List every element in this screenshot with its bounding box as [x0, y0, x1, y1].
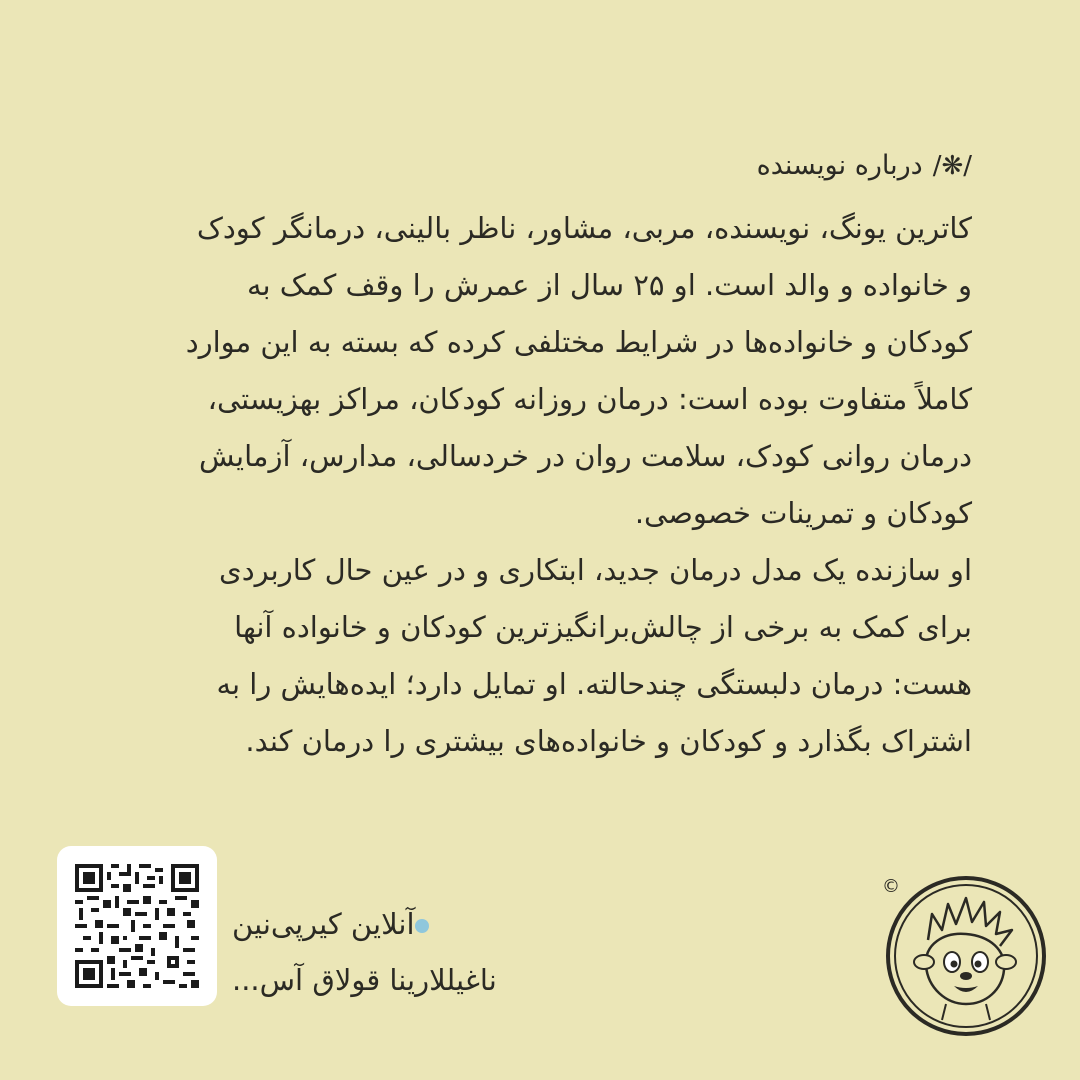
section-heading — [172, 146, 972, 186]
bullet-dot-icon — [415, 919, 429, 933]
promo-line-2: ناغیللارینا قولاق آس... — [232, 963, 497, 997]
promo-line-1 — [232, 896, 572, 952]
qr-code-icon — [71, 860, 203, 992]
bio-line: او سازنده یک مدل درمان جدید، ابتکاری و در عین حال کاربردی — [219, 553, 972, 587]
bio-line: هست: درمان دلبستگی چندحالته. او تمایل دارد؛ ایده‌هایش را به — [216, 667, 972, 701]
bio-line: اشتراک بگذارد و کودکان و خانواده‌های بیشتری را درمان کند. — [245, 724, 972, 758]
bio-line: کاترین یونگ، نویسنده، مربی، مشاور، ناظر بالینی، درمانگر کودک — [196, 211, 972, 245]
hedgehog-logo-icon — [880, 870, 1052, 1042]
promo-title: آنلاین کیرپی‌نین — [232, 907, 415, 941]
heading-marker: /❋/ — [932, 151, 972, 181]
podcast-promo — [232, 896, 572, 1008]
bio-line: کودکان و خانواده‌ها در شرایط مختلفی کرده که بسته به این موارد — [185, 325, 972, 359]
qr-code-card[interactable] — [57, 846, 217, 1006]
bio-line: برای کمک به برخی از چالش‌برانگیزترین کودکان و خانواده آنها — [234, 610, 972, 644]
bio-line: درمان روانی کودک، سلامت روان در خردسالی، مدارس، آزمایش — [199, 439, 972, 473]
bio-line: کودکان و تمرینات خصوصی. — [634, 496, 972, 530]
author-bio — [92, 200, 972, 770]
bio-line: کاملاً متفاوت بوده است: درمان روزانه کودکان، مراکز بهزیستی، — [207, 382, 972, 416]
bio-line: و خانواده و والد است. او ۲۵ سال از عمرش را وقف کمک به — [246, 268, 972, 302]
copyright-symbol: © — [882, 876, 900, 897]
heading-title: درباره نویسنده — [756, 150, 923, 181]
